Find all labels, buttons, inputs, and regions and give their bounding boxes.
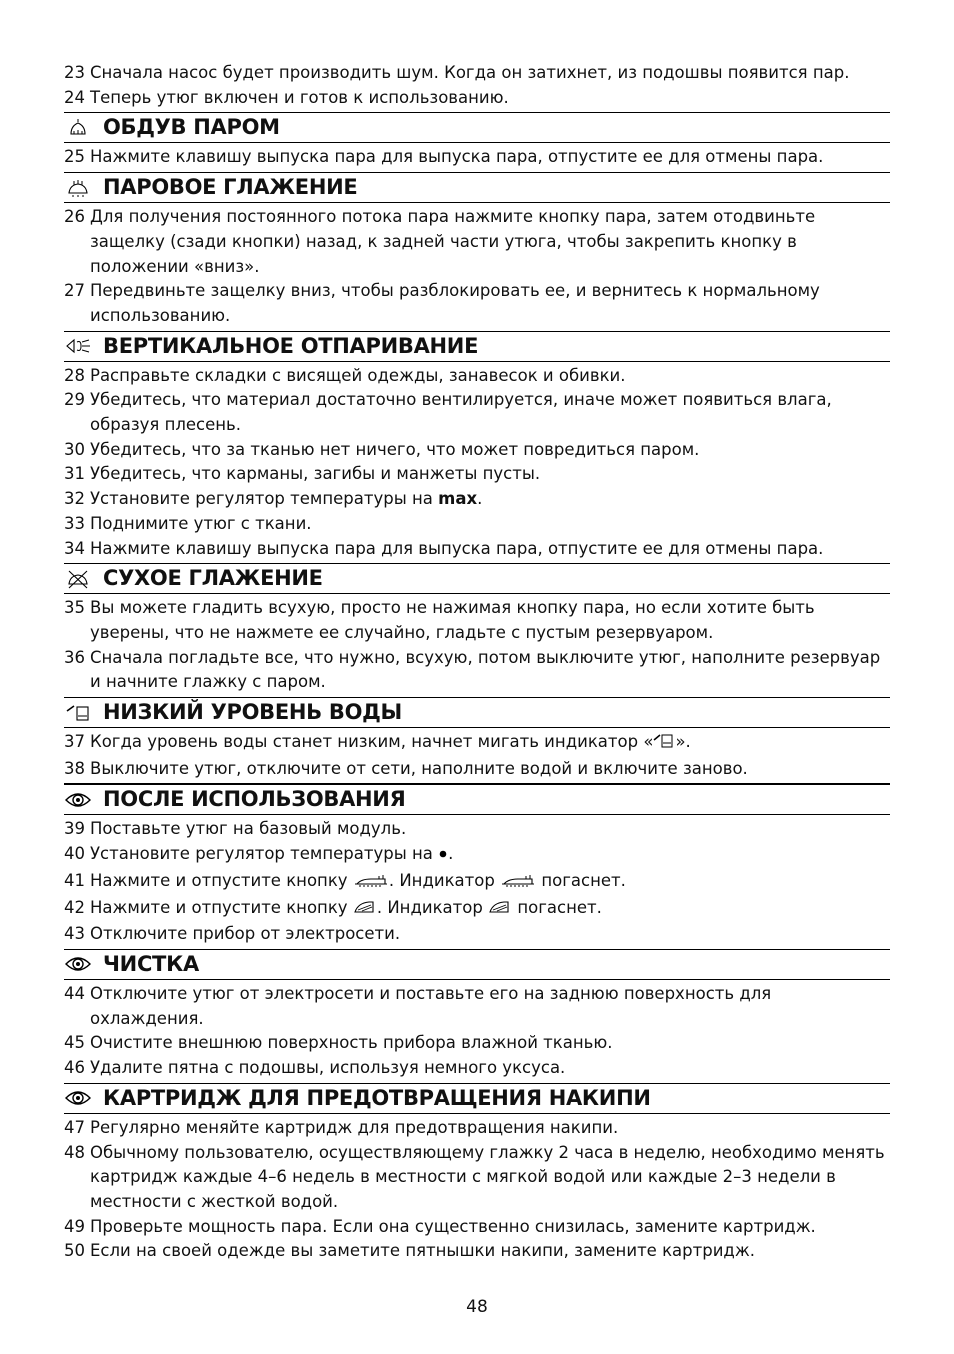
list-item: 32 Установите регулятор температуры на max. bbox=[64, 489, 483, 509]
list-item: 43 Отключите прибор от электросети. bbox=[64, 924, 401, 944]
section-heading-dry-ironing: СУХОЕ ГЛАЖЕНИЕ bbox=[64, 563, 890, 594]
section-heading-steam-shot: ОБДУВ ПАРОМ bbox=[64, 112, 890, 143]
section-heading-after-use: ПОСЛЕ ИСПОЛЬЗОВАНИЯ bbox=[64, 783, 890, 815]
list-item: 34 Нажмите клавишу выпуска пара для выпуска пара, отпустите ее для отмены пара. bbox=[64, 538, 824, 558]
list-item: 45 Очистите внешнюю поверхность прибора влажной тканью. bbox=[64, 1033, 613, 1053]
eye-icon bbox=[64, 1087, 92, 1109]
list-item: 46 Удалите пятна с подошвы, используя немного уксуса. bbox=[64, 1058, 566, 1078]
list-item: 26 Для получения постоянного потока пара нажмите кнопку пара, затем отодвиньте защелку (сзади кнопки) назад, к задней части утюга, чтобы закрепить кнопку в положении «вниз». bbox=[64, 207, 816, 276]
section-heading-vertical-steam: ВЕРТИКАЛЬНОЕ ОТПАРИВАНИЕ bbox=[64, 331, 890, 362]
steam-shot-icon bbox=[64, 117, 92, 139]
list-item: 29 Убедитесь, что материал достаточно вентилируется, иначе может появиться влага, образуя плесень. bbox=[64, 390, 832, 435]
list-item: 25 Нажмите клавишу выпуска пара для выпуска пара, отпустите ее для отмены пара. bbox=[64, 147, 824, 167]
eye-icon bbox=[64, 789, 92, 811]
list-item: 41 Нажмите и отпустите кнопку . Индикатор погаснет. bbox=[64, 869, 890, 896]
vertical-steam-icon bbox=[64, 335, 92, 357]
list-item: 47 Регулярно меняйте картридж для предотвращения накипи. bbox=[64, 1117, 619, 1137]
iron-indicator-icon bbox=[488, 898, 512, 923]
list-item: 44 Отключите утюг от электросети и поставьте его на заднюю поверхность для охлаждения. bbox=[64, 983, 772, 1028]
steam-stand-indicator-icon bbox=[500, 871, 536, 896]
list-item: 36 Сначала погладьте все, что нужно, всухую, потом выключите утюг, наполните резервуар и начните глажку с паром. bbox=[64, 647, 881, 692]
list-item: 50 Если на своей одежде вы заметите пятнышки накипи, замените картридж. bbox=[64, 1241, 755, 1261]
list-item: 27 Передвиньте защелку вниз, чтобы разблокировать ее, и вернитесь к нормальному использованию. bbox=[64, 281, 820, 325]
list-item: 42 Нажмите и отпустите кнопку . Индикатор погаснет. bbox=[64, 896, 890, 923]
list-item: 28 Расправьте складки с висящей одежды, занавесок и обивки. bbox=[64, 365, 626, 385]
list-item: 48 Обычному пользователю, осуществляющему глажку 2 часа в неделю, необходимо менять картридж каждые 4–6 недель в местности с мягкой водой или каждые 2–3 недели в местности с жесткой водой. bbox=[64, 1142, 885, 1211]
section-heading-cleaning: ЧИСТКА bbox=[64, 949, 890, 980]
low-water-icon bbox=[64, 702, 92, 724]
low-water-indicator-icon bbox=[653, 732, 675, 757]
page-content bbox=[64, 61, 890, 1264]
steam-stand-icon bbox=[353, 871, 389, 896]
dot-icon bbox=[438, 844, 448, 869]
list-item: 37 Когда уровень воды станет низким, начнет мигать индикатор « ». bbox=[64, 730, 890, 757]
dry-iron-icon bbox=[64, 568, 92, 590]
section-heading-low-water: НИЗКИЙ УРОВЕНЬ ВОДЫ bbox=[64, 697, 890, 728]
list-item: 39 Поставьте утюг на базовый модуль. bbox=[64, 819, 407, 839]
list-item: 49 Проверьте мощность пара. Если она существенно снизилась, замените картридж. bbox=[64, 1216, 816, 1236]
list-item: 33 Поднимите утюг с ткани. bbox=[64, 513, 312, 533]
list-item: 30 Убедитесь, что за тканью нет ничего, что может повредиться паром. bbox=[64, 439, 700, 459]
list-item: 23 Сначала насос будет производить шум. Когда он затихнет, из подошвы появится пар. bbox=[64, 63, 850, 82]
iron-icon bbox=[353, 898, 377, 923]
section-heading-steam-ironing: ПАРОВОЕ ГЛАЖЕНИЕ bbox=[64, 172, 890, 203]
list-item: 38 Выключите утюг, отключите от сети, наполните водой и включите заново. bbox=[64, 758, 748, 778]
max-setting: max bbox=[438, 489, 478, 509]
eye-icon bbox=[64, 953, 92, 975]
list-item: 40 Установите регулятор температуры на . bbox=[64, 842, 890, 869]
section-heading-cartridge: КАРТРИДЖ ДЛЯ ПРЕДОТВРАЩЕНИЯ НАКИПИ bbox=[64, 1083, 890, 1114]
list-item: 35 Вы можете гладить всухую, просто не нажимая кнопку пара, но если хотите быть уверены, что не нажмете ее случайно, гладьте с пустым резервуаром. bbox=[64, 598, 815, 642]
list-item: 24 Теперь утюг включен и готов к использованию. bbox=[64, 87, 509, 107]
steam-iron-icon bbox=[64, 177, 92, 199]
list-item: 31 Убедитесь, что карманы, загибы и манжеты пусты. bbox=[64, 464, 541, 484]
page-number: 48 bbox=[466, 1297, 488, 1317]
